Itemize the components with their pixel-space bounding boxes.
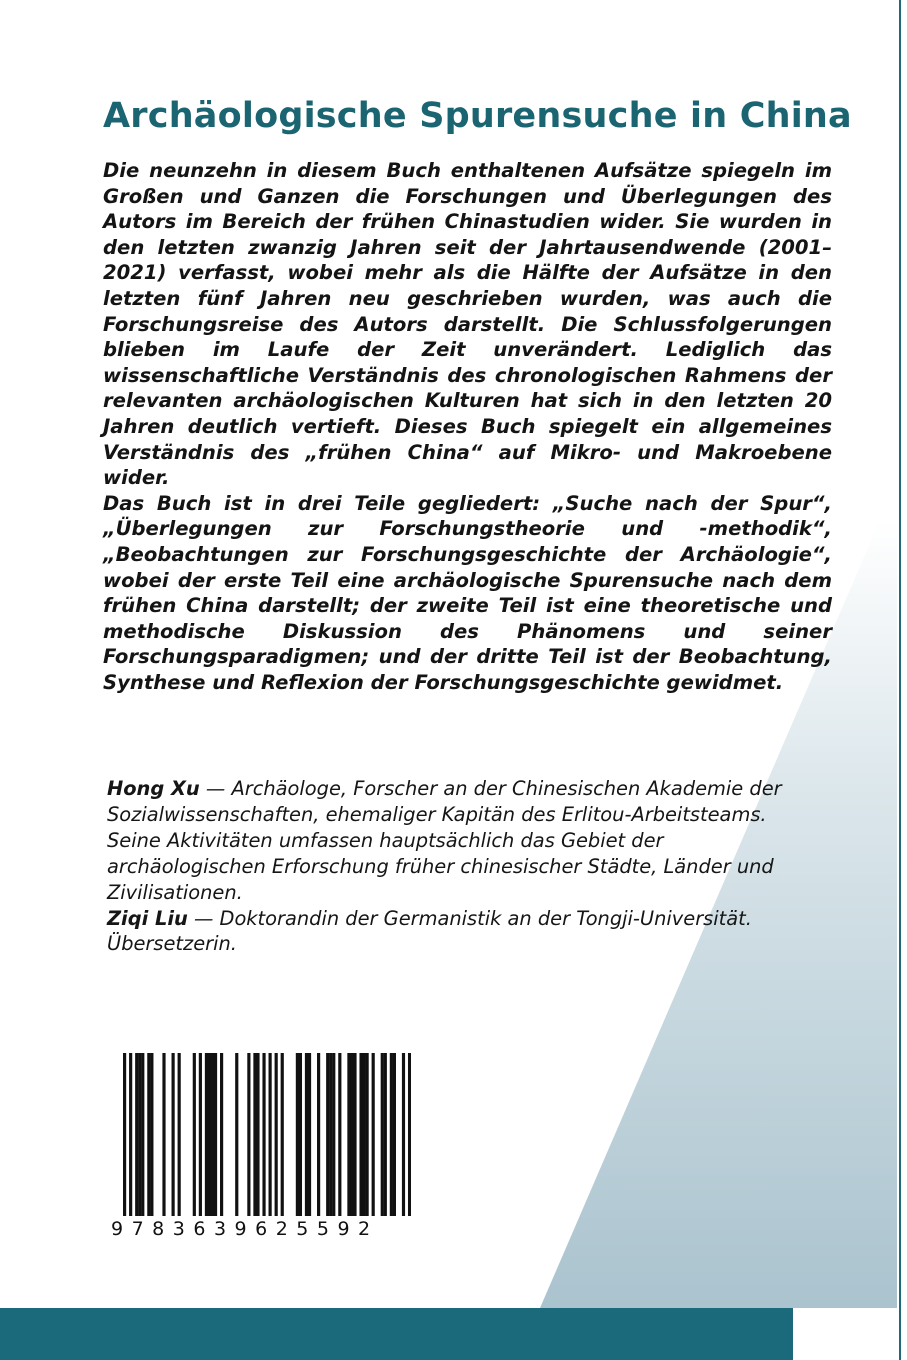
barcode-bar bbox=[281, 1053, 284, 1216]
barcode-bar bbox=[262, 1053, 265, 1216]
book-title: Archäologische Spurensuche in China bbox=[103, 96, 852, 136]
barcode-bar bbox=[366, 1053, 369, 1216]
description-paragraph-2: Das Buch ist in drei Teile gegliedert: „Suche nach der Spur“, „Überlegungen zur Forschungstheorie und -methodik“, „Beobachtungen zur Forschungsgeschichte der Archäologie“, wobei der erste Teil eine archäologische Spurensuche nach dem frühen China darstellt; der zweite Teil ist eine theoretische und methodische Diskussion des Phänomens und seiner Forschungsparadigmen; und der dritte Teil ist der Beobachtung, Synthese und Reflexion der Forschungsgeschichte gewidmet. bbox=[103, 491, 832, 694]
description-paragraph-1: Die neunzehn in diesem Buch enthaltenen Aufsätze spiegeln im Großen und Ganzen die Forschungen und Überlegungen des Autors im Bereich der frühen Chinastudien wider. Sie wurden in den letzten zwanzig Jahren seit der Jahrtausendwende (2001–2021) verfasst, wobei mehr als die Hälfte der Aufsätze in den letzten fünf Jahren neu geschrieben wurden, was auch die Forschungsreise des Autors darstellt. Die Schlussfolgerungen blieben im Laufe der Zeit unverändert. Lediglich das wissenschaftliche Verständnis des chronologischen Rahmens der relevanten archäologischen Kulturen hat sich in den letzten 20 Jahren deutlich vertieft. Dieses Buch spiegelt ein allgemeines Verständnis des „frühen China“ auf Mikro- und Makroebene wider. bbox=[103, 159, 832, 490]
barcode-bar bbox=[393, 1053, 396, 1216]
barcode-bar bbox=[329, 1053, 332, 1216]
barcode-bar bbox=[381, 1053, 384, 1216]
barcode-bar bbox=[317, 1053, 320, 1216]
barcode-bar bbox=[353, 1053, 356, 1216]
barcode-bar bbox=[338, 1053, 341, 1216]
barcode-bar bbox=[211, 1053, 214, 1216]
book-description bbox=[103, 158, 832, 695]
barcode-bar bbox=[208, 1053, 211, 1216]
barcode-bar bbox=[305, 1053, 308, 1216]
author-bios bbox=[107, 776, 817, 957]
barcode-bar bbox=[147, 1053, 150, 1216]
barcode-bar bbox=[362, 1053, 365, 1216]
barcode-bar bbox=[150, 1053, 153, 1216]
barcode-bar bbox=[296, 1053, 299, 1216]
author-bio-2 bbox=[107, 906, 817, 958]
barcode-bar bbox=[205, 1053, 208, 1216]
right-edge-line bbox=[898, 0, 907, 1360]
author-text-2: — Doktorandin der Germanistik an der Tongji-Universität. Übersetzerin. bbox=[107, 906, 752, 956]
barcode-bar bbox=[193, 1053, 196, 1216]
barcode-digits: 9783639625592 bbox=[111, 1218, 379, 1240]
barcode-bar bbox=[275, 1053, 278, 1216]
author-text-1: — Archäologe, Forscher an der Chinesischen Akademie der Sozialwissenschaften, ehemaliger Kapitän des Erlitou-Arbeitsteams. Seine Aktivitäten umfassen hauptsächlich das Gebiet der archäologischen Erforschung früher chinesischer Städte, Länder und Zivilisationen. bbox=[107, 777, 782, 904]
barcode-bar bbox=[402, 1053, 405, 1216]
barcode-bar bbox=[269, 1053, 272, 1216]
barcode-bar bbox=[141, 1053, 144, 1216]
barcode-bar bbox=[247, 1053, 250, 1216]
isbn-barcode bbox=[111, 1053, 413, 1246]
barcode-bar bbox=[235, 1053, 238, 1216]
barcode-bar bbox=[326, 1053, 329, 1216]
barcode-bar bbox=[308, 1053, 311, 1216]
barcode-bar bbox=[199, 1053, 202, 1216]
barcode-bar bbox=[384, 1053, 387, 1216]
barcode-bar bbox=[390, 1053, 393, 1216]
barcode-bar bbox=[408, 1053, 411, 1216]
barcode-bar bbox=[299, 1053, 302, 1216]
author-name-2: Ziqi Liu bbox=[107, 906, 188, 930]
bottom-color-bar bbox=[0, 1308, 793, 1360]
barcode-bar bbox=[372, 1053, 375, 1216]
barcode-bar bbox=[359, 1053, 362, 1216]
barcode-bar bbox=[214, 1053, 217, 1216]
barcode-bar bbox=[123, 1053, 126, 1216]
barcode-bars bbox=[123, 1053, 411, 1216]
barcode-bar bbox=[129, 1053, 132, 1216]
barcode-bar bbox=[172, 1053, 175, 1216]
barcode-bar bbox=[332, 1053, 335, 1216]
barcode-bar bbox=[256, 1053, 259, 1216]
author-bio-1 bbox=[107, 776, 817, 906]
barcode-bar bbox=[178, 1053, 181, 1216]
barcode-bar bbox=[135, 1053, 138, 1216]
barcode-bar bbox=[350, 1053, 353, 1216]
author-name-1: Hong Xu bbox=[107, 777, 200, 800]
barcode-bar bbox=[220, 1053, 223, 1216]
barcode-bar bbox=[347, 1053, 350, 1216]
barcode-bar bbox=[162, 1053, 165, 1216]
barcode-bar bbox=[138, 1053, 141, 1216]
barcode-bar bbox=[253, 1053, 256, 1216]
